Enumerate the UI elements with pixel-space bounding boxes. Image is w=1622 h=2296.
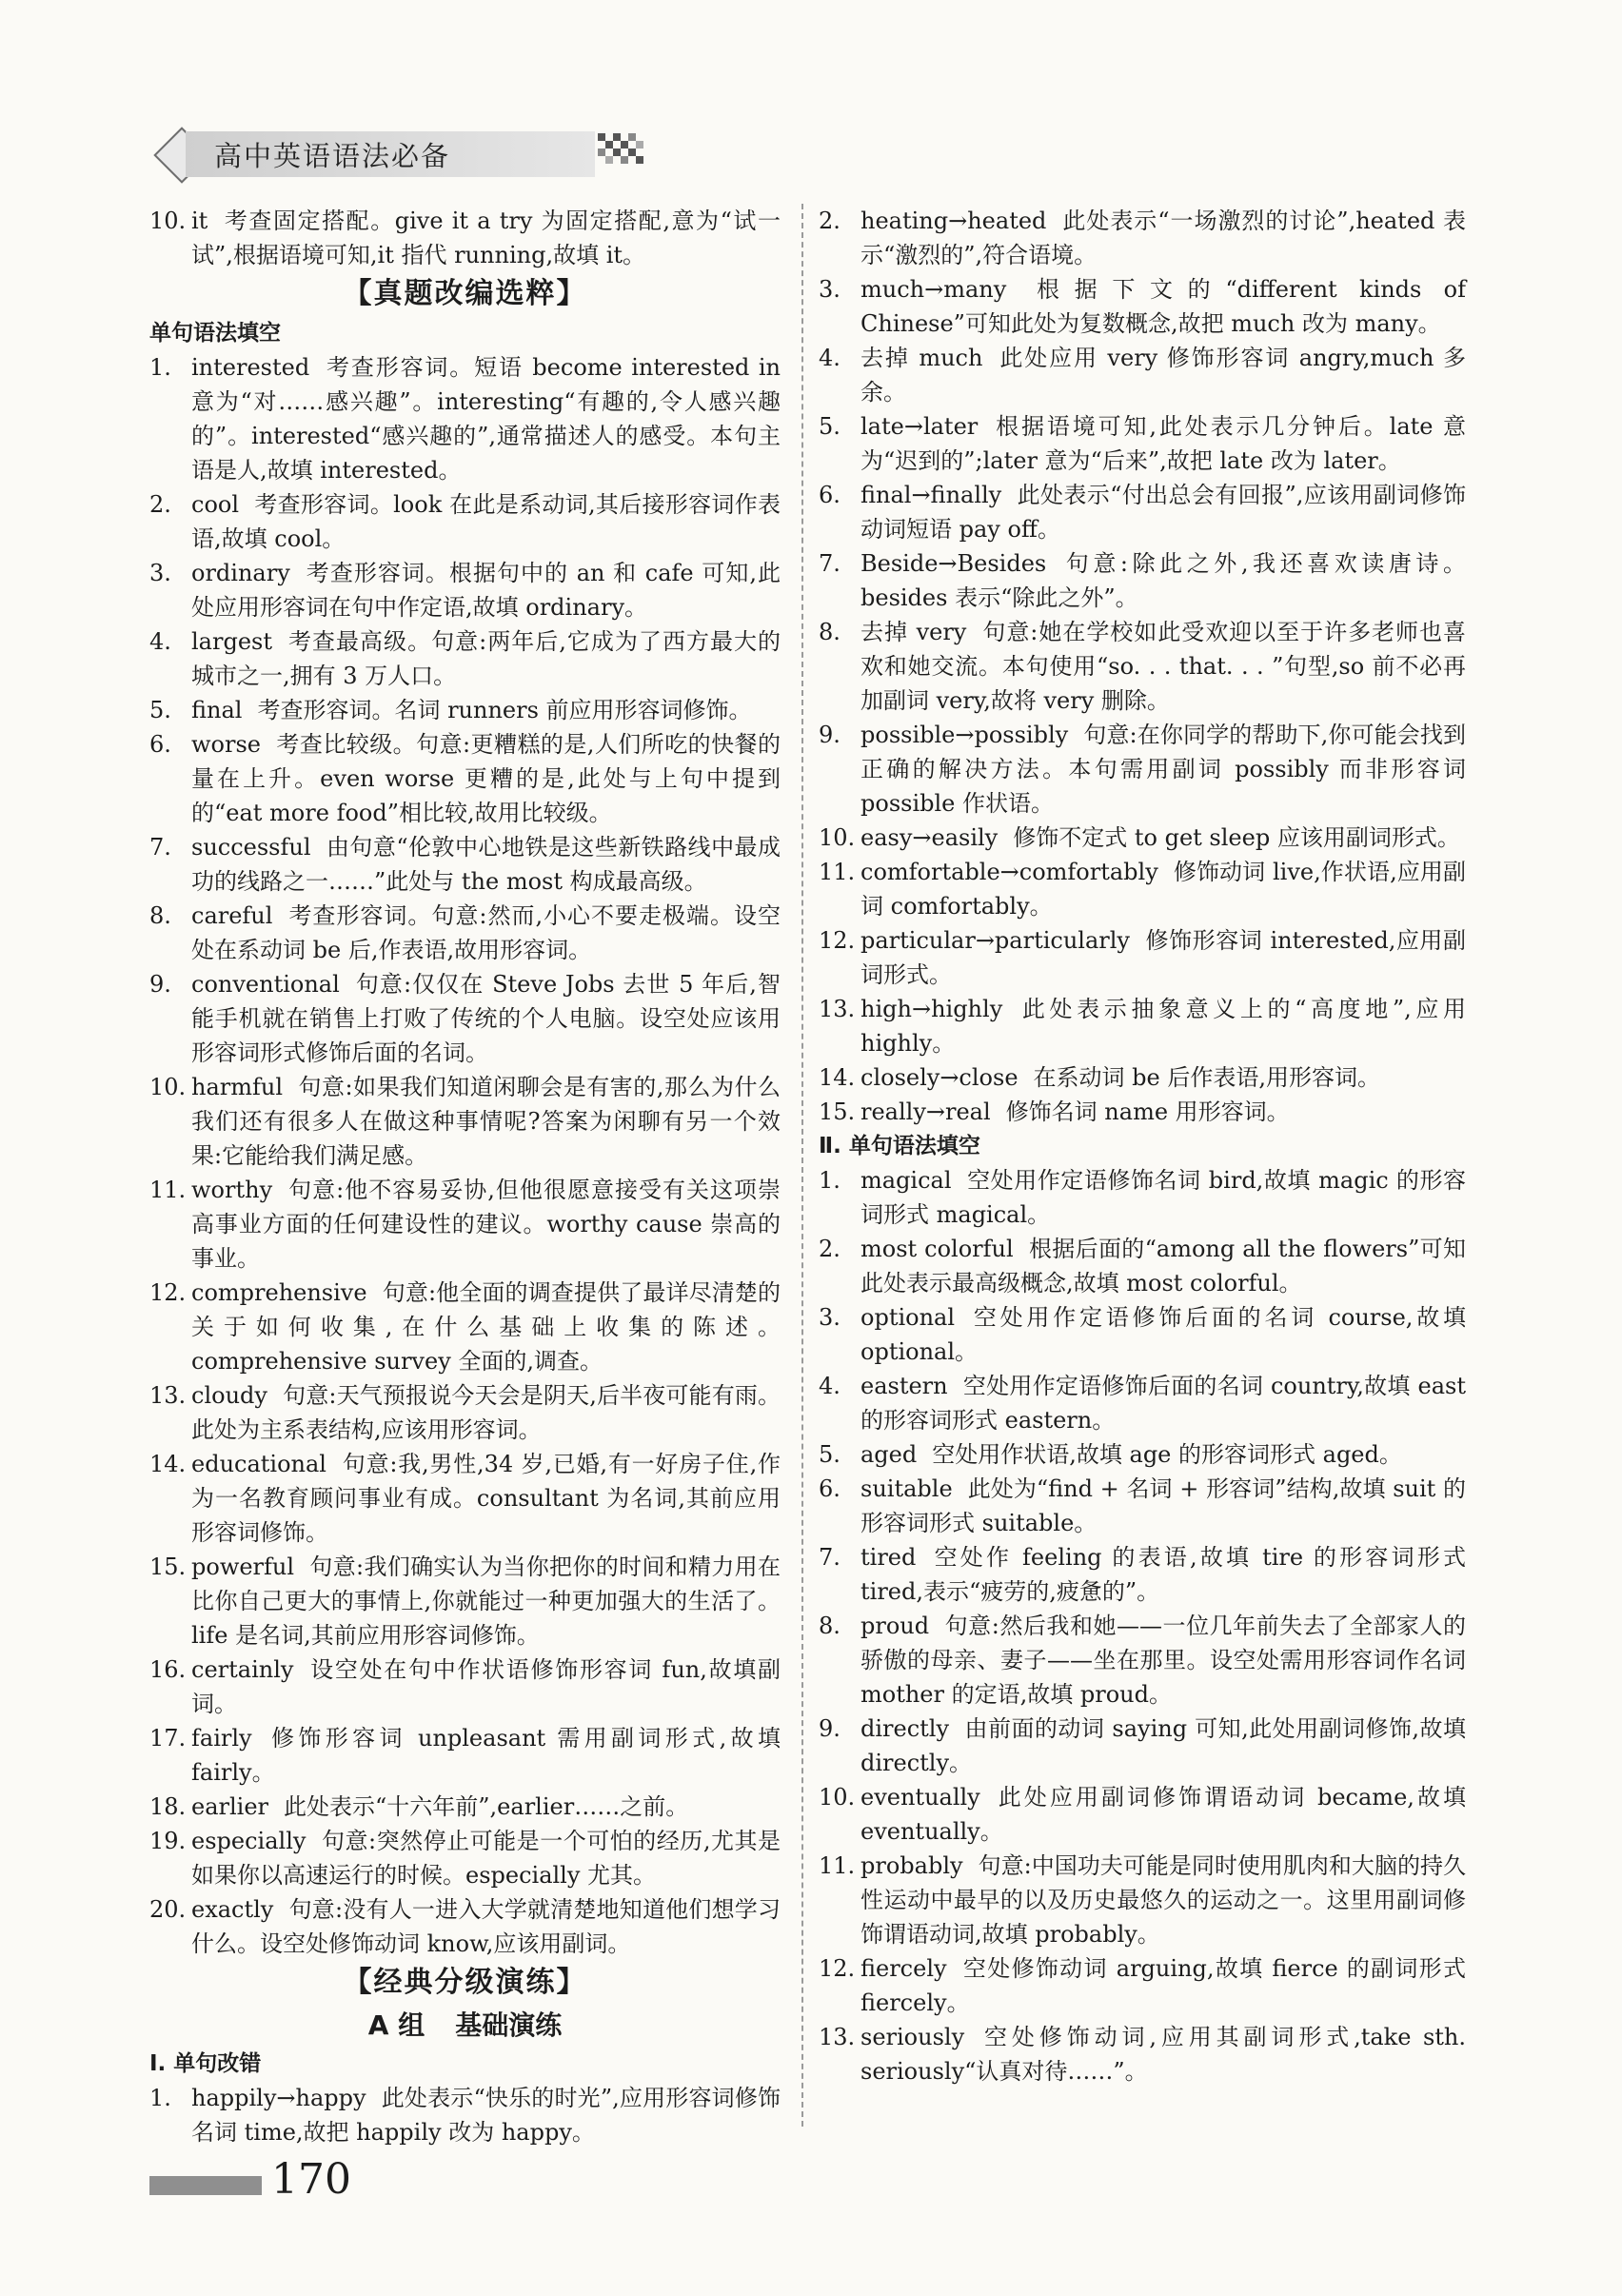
entry-number: 6.	[149, 731, 171, 758]
entry-answer: largest	[191, 628, 272, 655]
entry-number: 19.	[149, 1828, 187, 1854]
entry-answer: eventually	[860, 1784, 980, 1811]
entry-explanation: 句意:然后我和她——一位几年前失去了全部家人的骄傲的母亲、妻子——坐在那里。设空处需用形容词作名词 mother 的定语,故填 proud。	[860, 1613, 1466, 1708]
answer-entry	[149, 556, 781, 624]
answer-entry	[149, 624, 781, 693]
entry-number: 6.	[819, 1475, 841, 1502]
entry-answer: final	[191, 697, 243, 723]
page-number: 170	[271, 2155, 351, 2204]
entry-explanation: 考查形容词。短语 become interested in 意为“对……感兴趣”。interesting“有趣的,令人感兴趣的”。interested“感兴趣的”,通常描述人的感受。本句主语是人,故填 interested。	[191, 354, 781, 484]
answer-entry	[819, 923, 1466, 992]
answer-entry	[149, 1173, 781, 1276]
entry-number: 7.	[819, 1544, 841, 1571]
entry-explanation: 在系动词 be 后作表语,用形容词。	[1033, 1064, 1380, 1091]
answer-entry	[819, 1540, 1466, 1609]
footer-bar	[149, 2176, 262, 2195]
answer-entry	[149, 1378, 781, 1447]
group-heading-part: A 组	[367, 2009, 425, 2041]
entry-number: 3.	[149, 560, 171, 586]
entry-number: 13.	[149, 1382, 187, 1409]
entry-explanation: 根据后面的“among all the flowers”可知此处表示最高级概念,故填 most colorful。	[860, 1236, 1466, 1296]
entry-explanation: 修饰名词 name 用形容词。	[1005, 1099, 1290, 1125]
entry-number: 16.	[149, 1656, 187, 1683]
answer-entry	[819, 1712, 1466, 1780]
entry-number: 12.	[819, 1955, 856, 1982]
entry-number: 18.	[149, 1793, 187, 1820]
entry-answer: late→later	[860, 413, 979, 440]
entry-answer: suitable	[860, 1475, 953, 1502]
entry-answer: educational	[191, 1451, 326, 1477]
entry-number: 9.	[149, 971, 171, 998]
entry-explanation: 此处表示抽象意义上的“高度地”,应用 highly。	[860, 996, 1466, 1057]
entry-answer: optional	[860, 1304, 956, 1331]
entry-answer: high→highly	[860, 996, 1003, 1022]
entry-number: 10.	[819, 1784, 856, 1811]
entry-answer: magical	[860, 1167, 952, 1194]
entry-answer: ordinary	[191, 560, 290, 586]
entry-explanation: 句意:天气预报说今天会是阴天,后半夜可能有雨。此处为主系表结构,应该用形容词。	[191, 1382, 781, 1443]
entry-answer: 去掉 much	[860, 345, 983, 371]
entry-explanation: 由句意“伦敦中心地铁是这些新铁路线中最成功的线路之一……”此处与 the most 构成最高级。	[191, 834, 781, 895]
entry-answer: conventional	[191, 971, 340, 998]
entry-answer: tired	[860, 1544, 917, 1571]
section-label: 单句语法填空	[149, 321, 281, 346]
answer-entry	[149, 830, 781, 899]
entry-explanation: 句意:我们确实认为当你把你的时间和精力用在比你自己更大的事情上,你就能过一种更加强大的生活了。life 是名词,其前应用形容词修饰。	[191, 1554, 781, 1649]
answer-entry	[819, 478, 1466, 546]
entry-explanation: 修饰形容词 unpleasant 需用副词形式,故填 fairly。	[191, 1725, 781, 1786]
right-column	[819, 204, 1466, 2088]
entry-explanation: 句意:除此之外,我还喜欢读唐诗。besides 表示“除此之外”。	[860, 550, 1466, 611]
entry-explanation: 此处应用 very 修饰形容词 angry,much 多余。	[860, 345, 1466, 406]
entry-number: 2.	[819, 1236, 841, 1262]
entry-number: 15.	[149, 1554, 187, 1580]
answer-entry	[819, 1609, 1466, 1712]
entry-answer: eastern	[860, 1373, 948, 1399]
section-banner: 【真题改编选粹】	[343, 277, 587, 310]
entry-number: 9.	[819, 1715, 841, 1742]
entry-answer: aged	[860, 1441, 918, 1468]
entry-explanation: 此处应用副词修饰谓语动词 became,故填 eventually。	[860, 1784, 1466, 1845]
entry-number: 11.	[819, 859, 856, 885]
answer-entry	[149, 967, 781, 1070]
answer-entry	[819, 615, 1466, 718]
answer-entry	[819, 2020, 1466, 2088]
entry-explanation: 根据下文的“different kinds of Chinese”可知此处为复数概念,故把 much 改为 many。	[860, 276, 1466, 337]
answer-entry	[149, 1824, 781, 1892]
entry-number: 7.	[149, 834, 171, 861]
entry-explanation: 由前面的动词 saying 可知,此处用副词修饰,故填 directly。	[860, 1715, 1466, 1776]
entry-answer: successful	[191, 834, 311, 861]
answer-entry	[149, 1550, 781, 1653]
answer-entry	[819, 1437, 1466, 1472]
entry-answer: proud	[860, 1613, 930, 1639]
entry-explanation: 修饰不定式 to get sleep 应该用副词形式。	[1013, 824, 1460, 851]
entry-explanation: 此处表示“快乐的时光”,应用形容词修饰名词 time,故把 happily 改为 happy。	[191, 2085, 781, 2146]
entry-number: 11.	[819, 1852, 856, 1879]
entry-answer: interested	[191, 354, 310, 381]
entry-answer: worse	[191, 731, 261, 758]
left-column	[149, 204, 781, 2149]
entry-number: 11.	[149, 1177, 187, 1203]
entry-number: 10.	[819, 824, 856, 851]
answer-entry	[819, 409, 1466, 478]
entry-number: 9.	[819, 722, 841, 748]
answer-entry	[149, 1721, 781, 1790]
entry-answer: fairly	[191, 1725, 252, 1752]
entry-number: 8.	[149, 902, 171, 929]
entry-answer: possible→possibly	[860, 722, 1069, 748]
entry-number: 10.	[149, 208, 187, 234]
entry-explanation: 空处用作定语修饰后面的名词 course,故填 optional。	[860, 1304, 1466, 1365]
answer-entry	[819, 821, 1466, 855]
answer-entry	[149, 1653, 781, 1721]
entry-explanation: 句意:他全面的调查提供了最详尽清楚的关于如何收集,在什么基础上收集的陈述。comprehensive survey 全面的,调查。	[191, 1279, 781, 1375]
entry-number: 12.	[819, 927, 856, 954]
entry-answer: it	[191, 208, 208, 234]
entry-answer: Beside→Besides	[860, 550, 1047, 577]
entry-number: 15.	[819, 1099, 856, 1125]
entry-number: 5.	[819, 1441, 841, 1468]
entry-answer: final→finally	[860, 482, 1002, 508]
entry-number: 1.	[819, 1167, 841, 1194]
entry-explanation: 句意:中国功夫可能是同时使用肌肉和大脑的持久性运动中最早的以及历史最悠久的运动之一。这里用副词修饰谓语动词,故填 probably。	[860, 1852, 1466, 1948]
entry-answer: cool	[191, 491, 240, 518]
answer-entry	[149, 1447, 781, 1550]
entry-number: 14.	[149, 1451, 187, 1477]
answer-entry	[149, 1276, 781, 1378]
answer-entry	[149, 204, 781, 272]
entry-number: 13.	[819, 2024, 856, 2050]
entry-explanation: 此处表示“一场激烈的讨论”,heated 表示“激烈的”,符合语境。	[860, 208, 1466, 268]
entry-number: 10.	[149, 1074, 187, 1100]
entry-number: 4.	[149, 628, 171, 655]
entry-number: 4.	[819, 1373, 841, 1399]
answer-entry	[819, 546, 1466, 615]
entry-number: 1.	[149, 2085, 171, 2111]
entry-explanation: 考查比较级。句意:更糟糕的是,人们所吃的快餐的量在上升。even worse 更糟的是,此处与上句中提到的“eat more food”相比较,故用比较级。	[191, 731, 781, 826]
entry-answer: happily→happy	[191, 2085, 366, 2111]
entry-explanation: 空处用作定语修饰后面的名词 country,故填 east 的形容词形式 eastern。	[860, 1373, 1466, 1434]
answer-entry	[149, 1790, 781, 1824]
entry-number: 7.	[819, 550, 841, 577]
answer-entry	[149, 487, 781, 556]
entry-explanation: 句意:没有人一进入大学就清楚地知道他们想学习什么。设空处修饰动词 know,应该用副词。	[191, 1896, 781, 1957]
answer-entry	[819, 1300, 1466, 1369]
answer-entry	[149, 693, 781, 727]
checker-pattern-icon	[598, 133, 645, 171]
answer-entry	[819, 1095, 1466, 1129]
entry-explanation: 句意:她在学校如此受欢迎以至于许多老师也喜欢和她交流。本句使用“so. . . that. . . ”句型,so 前不必再加副词 very,故将 very 删除。	[860, 619, 1466, 714]
answer-entry	[819, 272, 1466, 341]
entry-explanation: 设空处在句中作状语修饰形容词 fun,故填副词。	[191, 1656, 781, 1717]
entry-number: 1.	[149, 354, 171, 381]
entry-number: 4.	[819, 345, 841, 371]
group-heading	[149, 2005, 781, 2047]
entry-answer: earlier	[191, 1793, 269, 1820]
entry-answer: cloudy	[191, 1382, 267, 1409]
entry-answer: exactly	[191, 1896, 274, 1923]
answer-entry	[819, 718, 1466, 821]
answer-entry	[149, 1892, 781, 1961]
entry-answer: especially	[191, 1828, 307, 1854]
answer-entry	[149, 899, 781, 967]
answer-entry	[149, 727, 781, 830]
answer-entry	[819, 1369, 1466, 1437]
answer-entry	[819, 1951, 1466, 2020]
entry-explanation: 考查形容词。句意:然而,小心不要走极端。设空处在系动词 be 后,作表语,故用形容词。	[191, 902, 781, 963]
entry-answer: powerful	[191, 1554, 295, 1580]
entry-explanation: 句意:仅仅在 Steve Jobs 去世 5 年后,智能手机就在销售上打败了传统的个人电脑。设空处应该用形容词形式修饰后面的名词。	[191, 971, 781, 1066]
entry-explanation: 考查形容词。look 在此是系动词,其后接形容词作表语,故填 cool。	[191, 491, 781, 552]
answer-entry	[819, 992, 1466, 1060]
entry-answer: certainly	[191, 1656, 294, 1683]
entry-number: 14.	[819, 1064, 856, 1091]
entry-explanation: 根据语境可知,此处表示几分钟后。late 意为“迟到的”;later 意为“后来”,故把 late 改为 later。	[860, 413, 1466, 474]
entry-number: 12.	[149, 1279, 187, 1306]
answer-entry	[819, 1060, 1466, 1095]
group-heading-part: 基础演练	[455, 2009, 563, 2041]
section-banner: 【经典分级演练】	[343, 1966, 587, 1999]
column-divider	[801, 204, 803, 2127]
entry-number: 2.	[819, 208, 841, 234]
entry-explanation: 此处表示“付出总会有回报”,应该用副词修饰动词短语 pay off。	[860, 482, 1466, 543]
entry-explanation: 修饰形容词 interested,应用副词形式。	[860, 927, 1466, 988]
entry-answer: careful	[191, 902, 273, 929]
entry-explanation: 考查固定搭配。give it a try 为固定搭配,意为“试一试”,根据语境可知,it 指代 running,故填 it。	[191, 208, 781, 268]
book-title: 高中英语语法必备	[214, 140, 451, 172]
answer-entry	[149, 2081, 781, 2149]
entry-number: 3.	[819, 1304, 841, 1331]
entry-number: 2.	[149, 491, 171, 518]
entry-answer: worthy	[191, 1177, 273, 1203]
answer-entry	[819, 204, 1466, 272]
entry-explanation: 空处修饰动词 arguing,故填 fierce 的副词形式 fiercely。	[860, 1955, 1466, 2016]
entry-explanation: 句意:如果我们知道闲聊会是有害的,那么为什么我们还有很多人在做这种事情呢?答案为闲聊有另一个效果:它能给我们满足感。	[191, 1074, 781, 1169]
entry-explanation: 句意:我,男性,34 岁,已婚,有一好房子住,作为一名教育顾问事业有成。consultant 为名词,其前应用形容词修饰。	[191, 1451, 781, 1546]
answer-entry	[149, 350, 781, 487]
entry-explanation: 此处为“find + 名词 + 形容词”结构,故填 suit 的形容词形式 suitable。	[860, 1475, 1466, 1536]
answer-entry	[819, 1232, 1466, 1300]
entry-explanation: 考查形容词。根据句中的 an 和 cafe 可知,此处应用形容词在句中作定语,故填 ordinary。	[191, 560, 781, 621]
entry-explanation: 句意:突然停止可能是一个可怕的经历,尤其是如果你以高速运行的时候。especially 尤其。	[191, 1828, 781, 1889]
entry-explanation: 句意:在你同学的帮助下,你可能会找到正确的解决方法。本句需用副词 possibly 而非形容词 possible 作状语。	[860, 722, 1466, 817]
entry-number: 8.	[819, 1613, 841, 1639]
entry-explanation: 空处用作定语修饰名词 bird,故填 magic 的形容词形式 magical。	[860, 1167, 1466, 1228]
entry-answer: particular→particularly	[860, 927, 1130, 954]
entry-answer: closely→close	[860, 1064, 1019, 1091]
entry-answer: easy→easily	[860, 824, 999, 851]
entry-answer: comfortable→comfortably	[860, 859, 1158, 885]
entry-explanation: 考查最高级。句意:两年后,它成为了西方最大的城市之一,拥有 3 万人口。	[191, 628, 781, 689]
entry-answer: most colorful	[860, 1236, 1014, 1262]
entry-number: 6.	[819, 482, 841, 508]
answer-entry	[819, 855, 1466, 923]
answer-entry	[819, 341, 1466, 409]
entry-number: 3.	[819, 276, 841, 303]
entry-answer: directly	[860, 1715, 950, 1742]
entry-answer: harmful	[191, 1074, 284, 1100]
entry-explanation: 空处修饰动词,应用其副词形式,take sth. seriously“认真对待……”。	[860, 2024, 1466, 2085]
entry-number: 20.	[149, 1896, 187, 1923]
entry-answer: seriously	[860, 2024, 965, 2050]
answer-entry	[819, 1780, 1466, 1849]
entry-explanation: 空处作 feeling 的表语,故填 tire 的形容词形式 tired,表示“疲劳的,疲惫的”。	[860, 1544, 1466, 1605]
entry-explanation: 句意:他不容易妥协,但他很愿意接受有关这项崇高事业方面的任何建设性的建议。worthy cause 崇高的事业。	[191, 1177, 781, 1272]
section-label: Ⅰ. 单句改错	[149, 2051, 262, 2076]
entry-number: 8.	[819, 619, 841, 645]
entry-explanation: 此处表示“十六年前”,earlier……之前。	[284, 1793, 689, 1820]
entry-answer: heating→heated	[860, 208, 1047, 234]
entry-number: 13.	[819, 996, 856, 1022]
entry-number: 17.	[149, 1725, 187, 1752]
entry-answer: 去掉 very	[860, 619, 967, 645]
answer-entry	[819, 1472, 1466, 1540]
entry-answer: fiercely	[860, 1955, 947, 1982]
entry-explanation: 修饰动词 live,作状语,应用副词 comfortably。	[860, 859, 1466, 920]
answer-entry	[149, 1070, 781, 1173]
section-label: Ⅱ. 单句语法填空	[819, 1134, 980, 1158]
entry-answer: comprehensive	[191, 1279, 367, 1306]
entry-number: 5.	[819, 413, 841, 440]
entry-explanation: 空处用作状语,故填 age 的形容词形式 aged。	[932, 1441, 1402, 1468]
entry-answer: really→real	[860, 1099, 991, 1125]
page-header	[143, 124, 714, 190]
entry-explanation: 考查形容词。名词 runners 前应用形容词修饰。	[257, 697, 752, 723]
answer-entry	[819, 1163, 1466, 1232]
entry-answer: much→many	[860, 276, 1007, 303]
entry-answer: probably	[860, 1852, 963, 1879]
entry-number: 5.	[149, 697, 171, 723]
answer-entry	[819, 1849, 1466, 1951]
